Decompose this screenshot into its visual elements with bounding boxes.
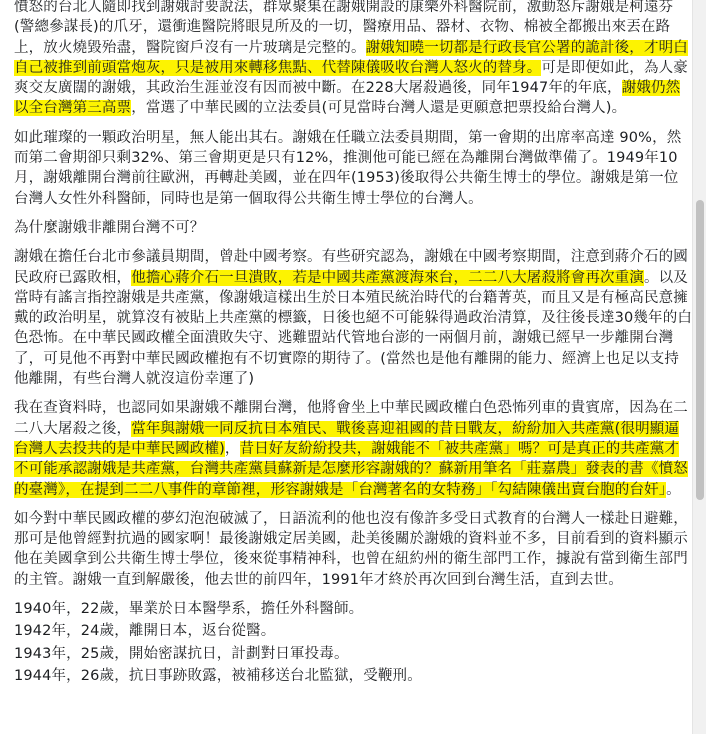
- text-run: 。以及當時有謠言指控謝娥是共產黨，像謝娥這樣出生於日本殖民統治時代的台籍菁英，而且又是有極高民意擁戴的政治明星，就算沒有被貼上共產黨的標籤，日後也絕不可能躲得過政治清算，及往後長達30幾年的白色恐怖。在中華民國政權全面潰敗失守、逃難盟站代管地台澎的一兩個月前，謝娥已經早一步離開台灣了，可見他不再對中華民國政權抱有不切實際的期待了。(當然也是他有離開的能力、經濟上也足以支持他離開，有些台灣人就沒這份幸運了): [14, 269, 692, 388]
- paragraph: [14, 0, 693, 119]
- text-run: 憤怒的台北人隨即找到謝娥討要說法，群眾聚集在謝娥開設的康樂外科醫院前，激動怒斥謝娥是柯遠芬(警總參謀長)的爪牙，還衝進醫院將眼見所及的一切，醫療用品、器材、衣物、棉被全都搬出來丟在路上，放火燒毀殆盡，醫院窗戶沒有一片玻璃是完整的。: [14, 0, 674, 56]
- paragraph: [14, 509, 693, 590]
- highlighted-text: 昔日好友紛紛投共，謝娥能不「被共產黨」嗎？可是真正的共產黨才不可能承認謝娥是共產黨，台灣共產黨員蘇新是怎麼形容謝娥的？蘇新用筆名「莊嘉農」發表的書《憤怒的臺灣》，在提到二二八事件的章節裡，形容謝娥是「台灣著名的女特務」「勾結陳儀出賣台胞的台奸」: [14, 440, 688, 498]
- paragraph: [14, 398, 693, 499]
- text-run: 。: [666, 481, 681, 498]
- scrollbar-thumb[interactable]: [696, 200, 704, 500]
- timeline-item: 1943年，25歲，開始密謀抗日，計劃對日軍投毒。: [14, 645, 349, 662]
- timeline-item: 1944年，26歲，抗日事跡敗露，被補移送台北監獄，受鞭刑。: [14, 667, 422, 684]
- highlighted-text: 謝娥知曉一切都是行政長官公署的詭計後，才明白自己被推到前頭當炮灰，只是被用來轉移焦點、代替陳儀吸收台灣人怒火的替身。: [14, 39, 688, 76]
- text-run: ，: [224, 440, 240, 457]
- timeline-item: 1940年，22歲，畢業於日本醫學系，擔任外科醫師。: [14, 601, 364, 618]
- text-run: 如今對中華民國政權的夢幻泡泡破滅了，日語流利的他也沒有像許多受日式教育的台灣人一樣赴日避難，那可是他曾經對抗過的國家啊！最後謝娥定居美國，赴美後關於謝娥的資料並不多，目前看到的資料顯示他在美國拿到公共衛生博士學位，後來從事精神科，也曾在紐約州的衛生部門工作，據說有當到衛生部門的主管。謝娥一直到解嚴後，他去世的前四年，1991年才終於再次回到台灣生活，直到去世。: [14, 510, 688, 588]
- text-run: 如此璀璨的一顆政治明星，無人能出其右。謝娥在任職立法委員期間，第一會期的出席率高達 90%，然而第二會期卻只剩32%、第三會期更是只有12%，推測他可能已經在為離開台灣做準備了。1949年10月，謝娥離開台灣前往歐洲，再轉赴美國，並在四年(1953)後取得公共衛生博士的學位。謝娥是第一位台灣人女性外科醫師，同時也是第一個取得公共衛生博士學位的台灣人。: [14, 129, 682, 207]
- vertical-scrollbar[interactable]: [692, 0, 706, 734]
- text-run: 謝娥在擔任台北市參議員期間，曾赴中國考察。有些研究認為，謝娥在中國考察期間，注意到蔣介石的國民政府已露敗相，: [14, 249, 688, 286]
- highlighted-text: 他擔心蔣介石一旦潰敗，若是中國共產黨渡海來台，二二八大屠殺將會再次重演: [131, 269, 644, 286]
- text-run: 為什麼謝娥非離開台灣不可？: [14, 219, 205, 236]
- paragraph: [14, 247, 693, 389]
- text-run: 可是即便如此，為人豪爽交友廣闊的謝娥，其政治生涯並沒有因而被中斷。在228大屠殺過後，同年1947年的年底，: [14, 59, 688, 97]
- text-run: ，當選了中華民國的立法委員(可見當時台灣人還是更願意把票投給台灣人)。: [131, 100, 627, 117]
- highlighted-text: 當年與謝娥一同反抗日本殖民、戰後喜迎祖國的昔日戰友，紛紛加入共產黨(很明顯逼台灣人去投共的是中華民國政權): [14, 420, 680, 457]
- paragraph: [14, 128, 693, 209]
- text-run: 我在查資料時，也認同如果謝娥不離開台灣，他將會坐上中華民國政權白色恐怖列車的貴賓席，因為在二二八大屠殺之後，: [14, 400, 688, 437]
- timeline-item: 1942年，24歲，離開日本，返台從醫。: [14, 623, 276, 640]
- section-question: [14, 218, 693, 238]
- highlighted-text: 謝娥仍然以全台灣第三高票: [14, 80, 681, 117]
